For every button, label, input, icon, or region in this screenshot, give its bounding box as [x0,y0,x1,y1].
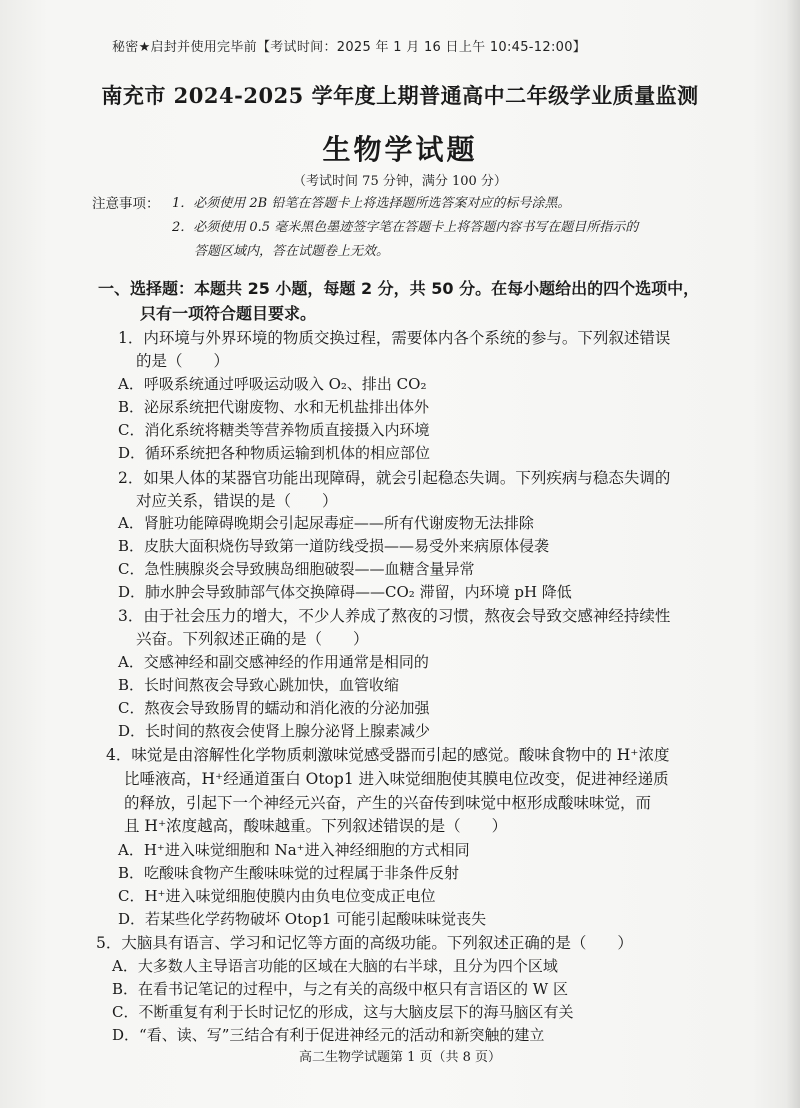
note-item-2-cont: 答题区域内，答在试题卷上无效。 [194,244,390,259]
question-2-stem-line-2: 对应关系，错误的是（ ） [136,492,338,510]
question-2-stem-line-1: 2．如果人体的某器官功能出现障碍，就会引起稳态失调。下列疾病与稳态失调的 [118,469,671,487]
page-edge-shadow [786,0,800,1108]
question-3-stem-line-1: 3．由于社会压力的增大，不少人养成了熬夜的习惯，熬夜会导致交感神经持续性 [118,607,671,625]
question-5-stem-line-1: 5．大脑具有语言、学习和记忆等方面的高级功能。下列叙述正确的是（ ） [96,934,633,952]
question-4-option-d: D．若某些化学药物破坏 Otop1 可能引起酸味味觉丧失 [118,910,487,928]
question-1-option-a: A．呼吸系统通过呼吸运动吸入 O₂、排出 CO₂ [118,375,427,393]
question-2-option-d: D．肺水肿会导致肺部气体交换障碍——CO₂ 滞留，内环境 pH 降低 [118,583,572,601]
question-4-stem-line-3: 的释放，引起下一个神经元兴奋，产生的兴奋传到味觉中枢形成酸味味觉，而 [124,794,652,812]
question-1-stem-line-2: 的是（ ） [136,352,230,370]
question-4-option-a: A．H⁺进入味觉细胞和 Na⁺进入神经细胞的方式相同 [118,841,470,859]
question-1-stem-line-1: 1．内环境与外界环境的物质交换过程，需要体内各个系统的参与。下列叙述错误 [118,329,671,347]
question-1-option-d: D．循环系统把各种物质运输到机体的相应部位 [118,444,431,462]
question-2-option-a: A．肾脏功能障碍晚期会引起尿毒症——所有代谢废物无法排除 [118,514,534,532]
question-1-option-b: B．泌尿系统把代谢废物、水和无机盐排出体外 [118,398,430,416]
question-3-option-d: D．长时间的熬夜会使肾上腺分泌肾上腺素减少 [118,722,431,740]
notes-label: 注意事项： [92,196,160,212]
confidential-line: 秘密★启封并使用完毕前【考试时间：2025 年 1 月 16 日上午 10:45-12:00】 [112,40,587,55]
exam-info: （考试时间 75 分钟，满分 100 分） [293,174,507,189]
question-3-stem-line-2: 兴奋。下列叙述正确的是（ ） [136,630,369,648]
question-2-option-c: C．急性胰腺炎会导致胰岛细胞破裂——血糖含量异常 [118,560,475,578]
note-item-2: 2．必须使用 0.5 毫米黑色墨迹签字笔在答题卡上将答题内容书写在题目所指示的 [172,220,639,235]
question-4-option-c: C．H⁺进入味觉细胞使膜内由负电位变成正电位 [118,887,436,905]
question-4-stem-line-2: 比唾液高，H⁺经通道蛋白 Otop1 进入味觉细胞使其膜电位改变，促进神经递质 [124,770,669,788]
note-item-1: 1．必须使用 2B 铅笔在答题卡上将选择题所选答案对应的标号涂黑。 [172,196,571,211]
question-3-option-c: C．熬夜会导致肠胃的蠕动和消化液的分泌加强 [118,699,430,717]
question-1-option-c: C．消化系统将糖类等营养物质直接摄入内环境 [118,421,430,439]
question-3-option-a: A．交感神经和副交感神经的作用通常是相同的 [118,653,429,671]
question-4-stem-line-4: 且 H⁺浓度越高，酸味越重。下列叙述错误的是（ ） [124,817,508,835]
question-4-stem-line-1: 4．味觉是由溶解性化学物质刺激味觉感受器而引起的感觉。酸味食物中的 H⁺浓度 [106,746,670,764]
question-3-option-b: B．长时间熬夜会导致心跳加快，血管收缩 [118,676,400,694]
question-5-option-c: C．不断重复有利于长时记忆的形成，这与大脑皮层下的海马脑区有关 [112,1003,574,1021]
section-line-2: 只有一项符合题目要求。 [140,304,317,323]
question-5-option-d: D．“看、读、写”三结合有利于促进神经元的活动和新突触的建立 [112,1026,545,1044]
page-footer: 高二生物学试题第 1 页（共 8 页） [298,1050,502,1065]
question-4-option-b: B．吃酸味食物产生酸味味觉的过程属于非条件反射 [118,864,460,882]
question-5-option-a: A．大多数人主导语言功能的区域在大脑的右半球，且分为四个区域 [112,957,558,975]
question-5-option-b: B．在看书记笔记的过程中，与之有关的高级中枢只有言语区的 W 区 [112,980,568,998]
question-2-option-b: B．皮肤大面积烧伤导致第一道防线受损——易受外来病原体侵袭 [118,537,550,555]
exam-subtitle: 生物学试题 [322,133,478,166]
exam-title: 南充市 2024-2025 学年度上期普通高中二年级学业质量监测 [101,83,699,108]
section-line-1: 一、选择题：本题共 25 小题，每题 2 分，共 50 分。在每小题给出的四个选项中， [98,279,700,298]
section-heading [98,276,738,326]
